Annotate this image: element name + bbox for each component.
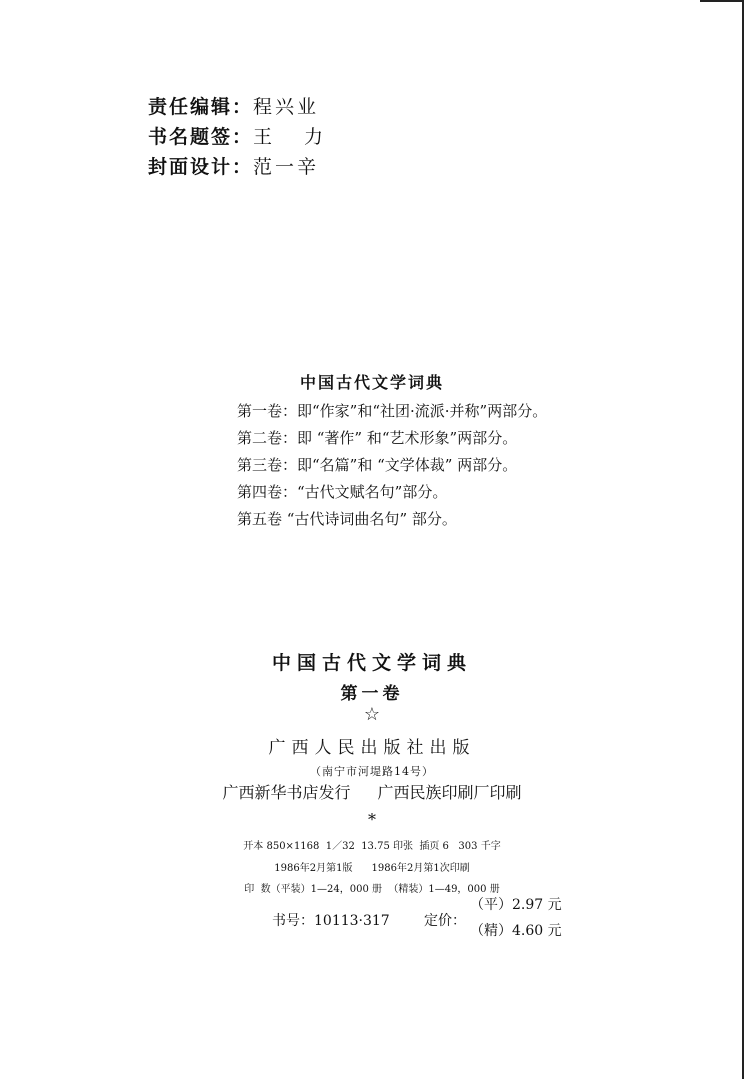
credit-label: 书名题签： — [148, 126, 254, 148]
imprint-separator: * — [368, 810, 376, 829]
scan-edge-top — [700, 0, 744, 2]
volume-item: 第二卷：即 “著作” 和“艺术形象”两部分。 — [237, 429, 518, 447]
volume-item: 第三卷：即“名篇”和 “文学体裁” 两部分。 — [237, 456, 518, 474]
imprint-distributor: 广西新华书店发行 — [222, 783, 351, 802]
imprint-printer: 广西民族印刷厂印刷 — [377, 783, 522, 802]
credit-editor — [148, 92, 355, 122]
imprint-distribution — [0, 780, 744, 803]
credit-label: 责任编辑： — [148, 96, 254, 118]
volume-item: 第一卷：即“作家”和“社团·流派·并称”两部分。 — [237, 402, 548, 420]
volumes-list — [237, 398, 547, 533]
volumes-heading: 中国古代文学词典 — [299, 373, 444, 392]
credit-cover-design — [148, 152, 355, 182]
imprint-title: 中国古代文学词典 — [271, 652, 472, 674]
price-paperback: （平）2.97 元 — [470, 897, 562, 913]
credit-value: 王力 — [253, 126, 356, 148]
imprint-publisher: 广西人民出版社出版 — [268, 738, 476, 758]
volume-item: 第四卷：“古代文赋名句”部分。 — [237, 483, 448, 501]
credits-block — [148, 92, 355, 182]
star-icon: ☆ — [363, 704, 381, 725]
price-label: 定价： — [424, 913, 466, 929]
imprint-address: （南宁市河堤路14号） — [310, 765, 434, 778]
imprint-spec: 开本 850×1168 1／32 13.75 印张 插页 6 303 千字 — [243, 841, 501, 852]
credit-value: 程兴业 — [253, 96, 320, 118]
credit-value: 范一辛 — [253, 156, 320, 178]
imprint-edition: 1986年2月第1版 1986年2月第1次印刷 — [274, 863, 470, 874]
volume-item: 第五卷 “古代诗词曲名句” 部分。 — [237, 510, 457, 528]
imprint-print-count: 印 数（平装）1—24，000 册 （精装）1—49，000 册 — [244, 884, 500, 895]
imprint-volume: 第一卷 — [340, 684, 404, 704]
credit-label: 封面设计： — [148, 156, 254, 178]
price-hardcover: （精）4.60 元 — [470, 923, 562, 939]
credit-title-calligraphy — [148, 122, 355, 152]
book-number: 书号：10113·317 — [272, 913, 390, 929]
